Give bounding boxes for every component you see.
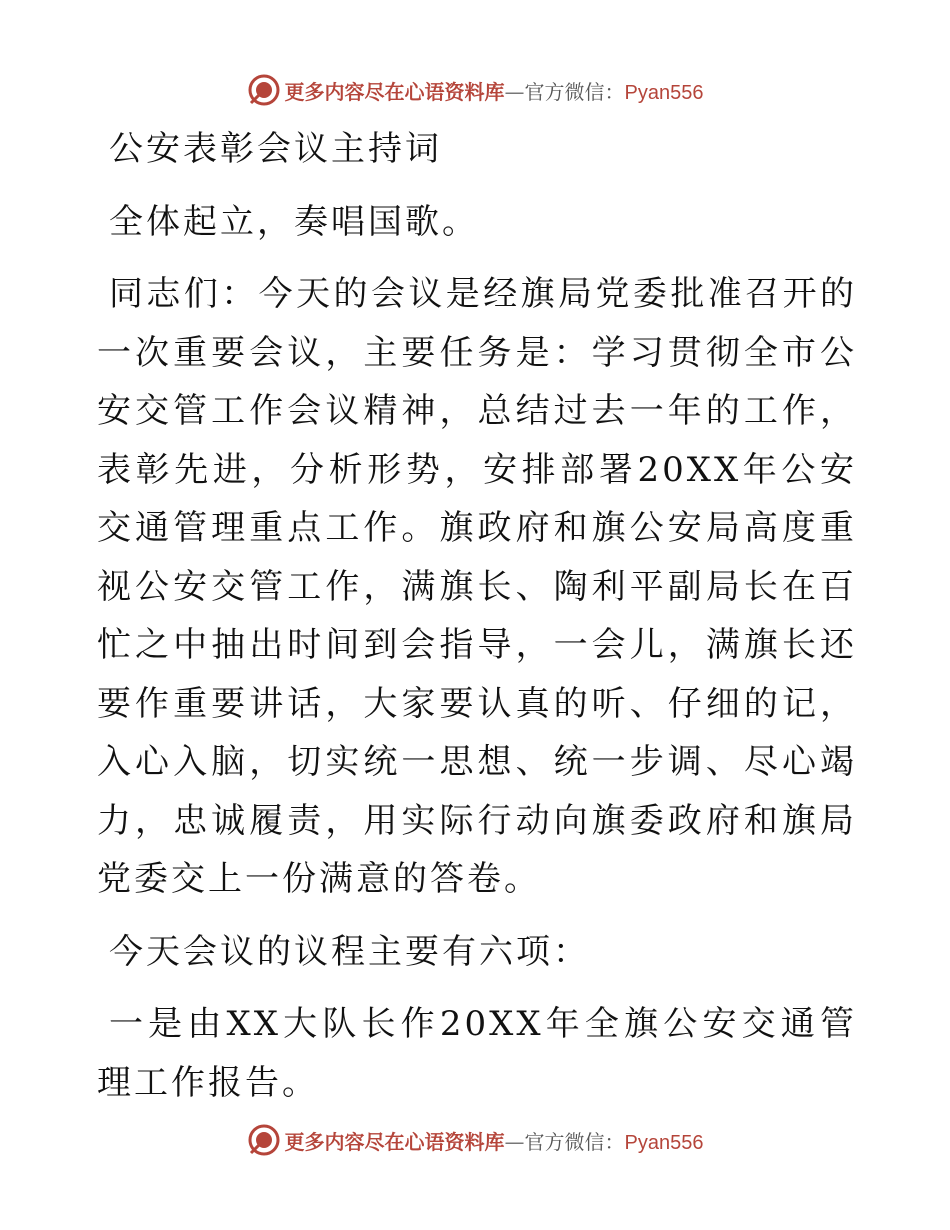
header-banner	[0, 70, 950, 110]
banner-wechat-label: 官方微信：	[524, 1129, 625, 1154]
banner-wechat-label: 官方微信：	[524, 79, 625, 104]
paragraph-anthem: 全体起立，奏唱国歌。	[109, 201, 479, 242]
pen-logo-icon	[247, 73, 281, 107]
banner-text	[285, 76, 704, 105]
footer-banner	[0, 1120, 950, 1160]
paragraph-opening: 同志们：今天的会议是经旗局党委批准召开的一次重要会议，主要任务是：学习贯彻全市公安交管工作会议精神，总结过去一年的工作，表彰先进，分析形势，安排部署20XX年公安交通管理重点工作。旗政府和旗公安局高度重视公安交管工作，满旗长、陶利平副局长在百忙之中抽出时间到会指导，一会儿，满旗长还要作重要讲话，大家要认真的听、仔细的记，入心入脑，切实统一思想、统一步调、尽心竭力，忠诚履责，用实际行动向旗委政府和旗局党委交上一份满意的答卷。	[97, 274, 857, 899]
banner-separator: —	[504, 1129, 525, 1154]
banner-wechat-id: Pyan556	[624, 1131, 704, 1154]
pen-logo-icon	[247, 1123, 281, 1157]
paragraph-agenda-item-1: 一是由XX大队长作20XX年全旗公安交通管理工作报告。	[97, 1004, 857, 1103]
banner-brand: 更多内容尽在心语资料库	[284, 1129, 505, 1154]
banner-wechat-id: Pyan556	[624, 81, 704, 104]
banner-text	[285, 1126, 704, 1155]
document-title: 公安表彰会议主持词	[109, 129, 442, 169]
paragraph-agenda-intro: 今天会议的议程主要有六项：	[109, 931, 590, 972]
banner-separator: —	[504, 79, 525, 104]
document-body	[97, 120, 857, 1126]
banner-brand: 更多内容尽在心语资料库	[284, 79, 505, 104]
